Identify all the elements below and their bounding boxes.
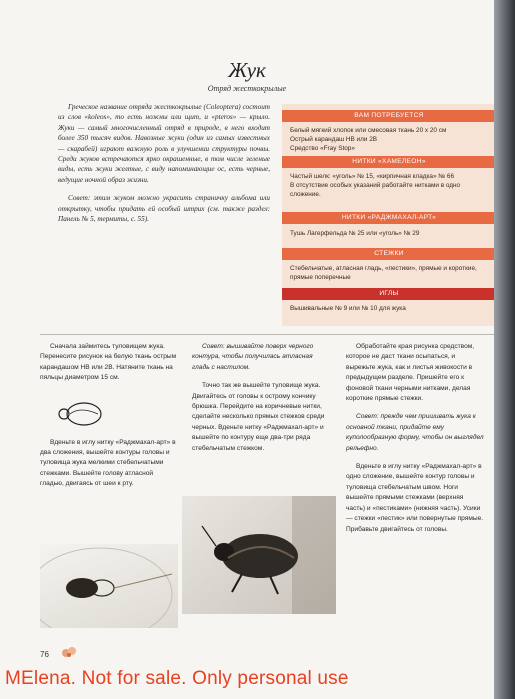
page-subtitle: Отряд жесткокрылые [207,84,287,93]
threads-heading: НИТКИ «ХАМЕЛЕОН» [282,156,496,168]
raj-heading: НИТКИ «РАДЖМАХАЛ-АРТ» [282,212,496,224]
col1-paragraph-2: Вденьте в иглу нитку «Раджмахал-арт» в два сложения, вышейте контуры головы и туловища жука мелкими стебельчатыми стежками. Вышейте голову атласной гладью, двигаясь от шеи к рту. [40,438,176,488]
hoop-photo [40,544,178,628]
page-title: Жук [228,58,266,82]
section-divider [40,334,494,335]
col2-paragraph: Точно так же вышейте туловище жука. Двигайтесь от головы к острому кончику брюшка. Перейдите на коричневые нитки, сделайте несколько прямых стежков среди черных. Вденьте нитку «Раджмахал-арт» и вышейте по контуру еще два-три ряда стебельчатым стежком. [192,382,325,452]
threads-text: Частый шелк: «уголь» № 15, «кирпичная кладка» № 66 В отсутствие особых указаний работайте нитками в одно сложение. [290,173,461,198]
col3-advice: Совет: прежде чем пришивать жука к основной ткани, придайте ему куполообразную форму, чтобы он выглядел рельефно. [346,413,484,452]
stitched-beetle-image [182,496,336,614]
raj-text: Тушь Лагерфельда № 25 или «уголь» № 29 [290,230,420,237]
col3-paragraph-1: Обработайте края рисунка средством, которое не даст ткани осыпаться, и вырежьте жука, как и листья живокости в предыдущем разделе. Пришейте его к фоновой ткани черными нитками, делая короткие прямые стежки. [346,343,475,403]
materials-panel [282,104,496,326]
page-number: 76 [40,650,49,659]
materials-text: Белый мягкий хлопок или смесовая ткань 20 x 20 см Острый карандаш НВ или 2В Средство «Fray Stop» [290,127,447,152]
watermark: MElena. Not for sale. Only personal use [5,668,349,689]
flower-icon [60,645,78,659]
intro-paragraph: Греческое название отряда жесткокрылые (Coleoptera) состоит из слов «koleos», то есть ножны или щит, и «pteros» — крыло. Жуки — самый многочисленный отряд в природе, в него входит более 350 тысяч видов. Навозные жуки (один из самых известных — скарабей) играют важную роль в улучшении структуры почвы. Среди жуков встречаются ярко окрашенные, в том числе зеленые виды, есть жуки желтые, с виду напоминающие ос, есть черные, ведущие ночной образ жизни. [58,103,270,184]
intro-advice: Совет: этим жуком можно украсить страничку альбома или открытку, чтобы придать ей особый штрих (см. также раздел: Панель № 5, термиты, с. 55). [58,194,270,224]
column-1 [40,342,178,498]
book-spine-shadow [494,0,515,699]
intro-block [58,102,270,232]
col3-paragraph-2: Вденьте в иглу нитку «Раджмахал-арт» в одно сложение, вышейте контур головы и туловища стебельчатым швом. Ноги вышейте прямыми стежками (верхняя часть) и «пестиками» (нижняя часть). Усики — стежки «пестик» или повернутые прямые. Прибавьте двигайтесь от головы. [346,463,484,533]
stitches-heading: СТЕЖКИ [282,248,496,260]
embroidery-hoop-image [40,544,178,628]
needles-text: Вышивальные № 9 или № 10 для жука [290,305,406,312]
col2-advice: Совет: вышивайте поверх черного контура, чтобы получилась атласная гладь с настилом. [192,343,314,371]
materials-heading: ВАМ ПОТРЕБУЕТСЯ [282,110,496,122]
column-2 [192,342,330,462]
stitches-text: Стебельчатые, атласная гладь, «пестики», прямые и короткие, прямые поперечные [290,265,477,281]
needles-heading: ИГЛЫ [282,288,496,300]
beetle-outline-icon [40,392,120,436]
beetle-photo [182,496,336,614]
column-3 [346,342,484,543]
col1-paragraph-1: Сначала займитесь туловищем жука. Перенесите рисунок на белую ткань острым карандашом НВ или 2В. Натяните ткань на пяльцы диаметром 15 см. [40,343,177,382]
beetle-outline-sketch [40,392,178,438]
